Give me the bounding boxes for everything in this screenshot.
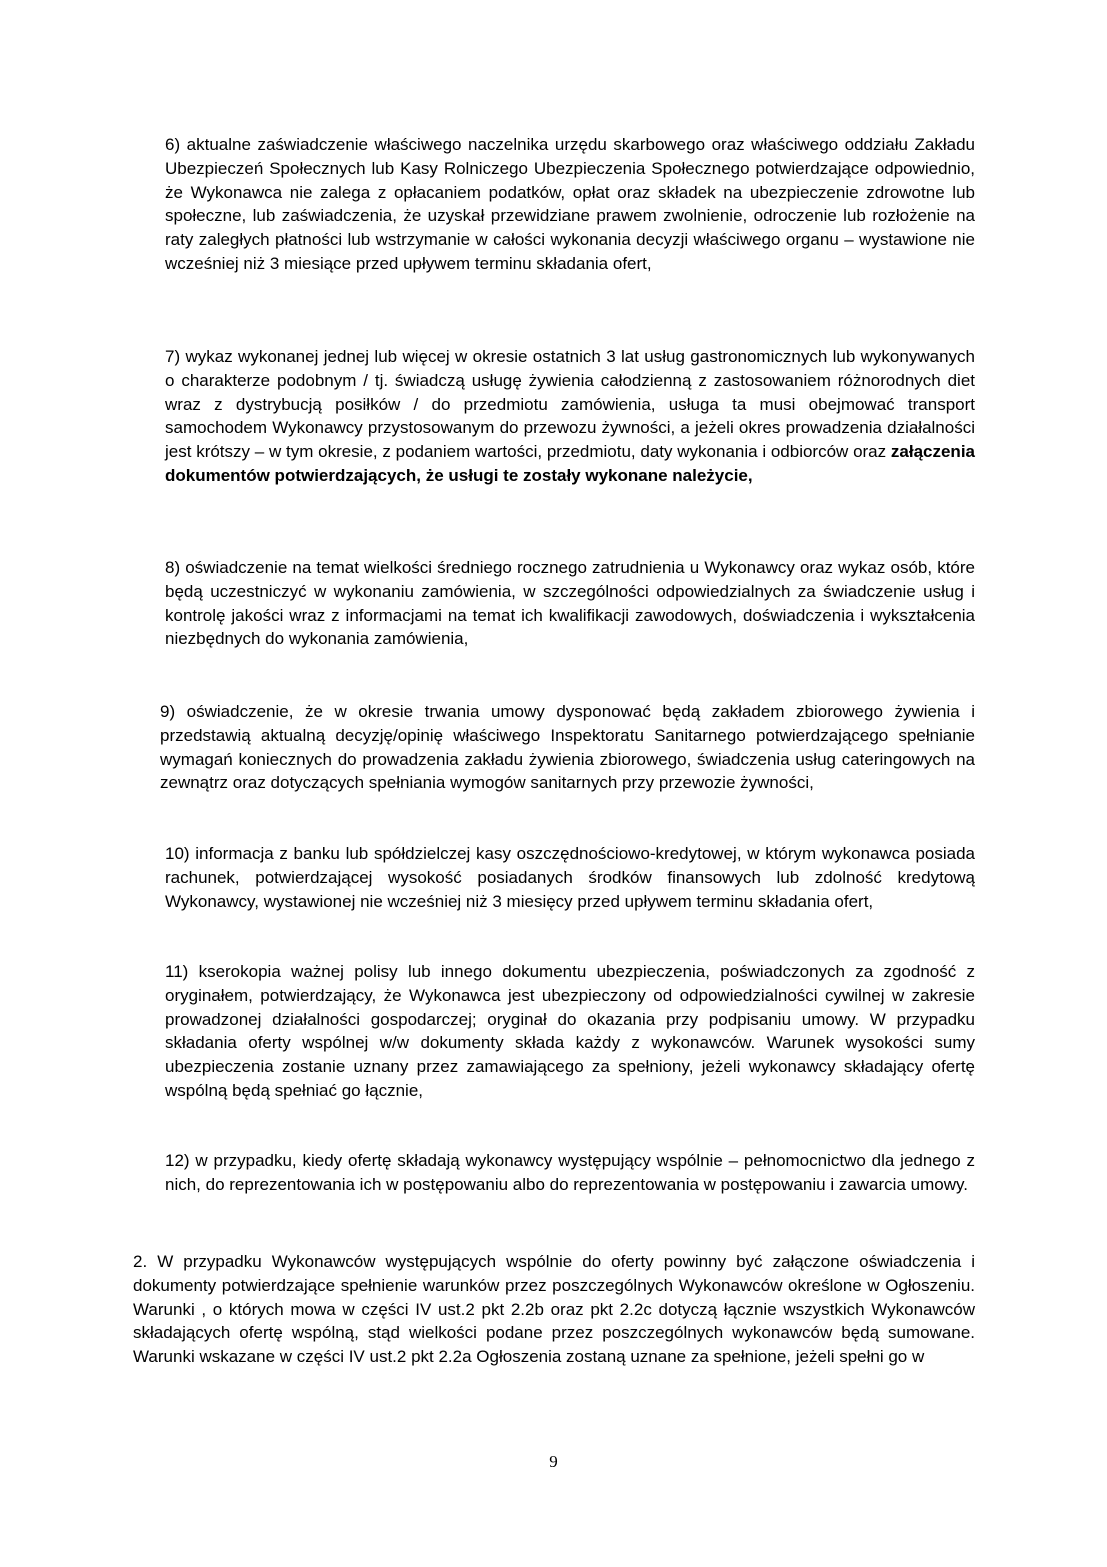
page-number: 9 bbox=[549, 1452, 558, 1471]
list-item-9: 9) oświadczenie, że w okresie trwania umowy dysponować będą zakładem zbiorowego żywienia i przedstawią aktualną decyzję/opinię właściwego Inspektoratu Sanitarnego potwierdzającego spełnianie wymagań koniecznych do prowadzenia zakładu żywienia zbiorowego, świadczenia usług cateringowych na zewnątrz oraz dotyczących spełniania wymogów sanitarnych przy przewozie żywności, bbox=[160, 702, 975, 793]
list-item-10: 10) informacja z banku lub spółdzielczej kasy oszczędnościowo-kredytowej, w którym wykonawca posiada rachunek, potwierdzającej wysokość posiadanych środków finansowych lub zdolność kredytową Wykonawcy, wystawionej nie wcześniej niż 3 miesięcy przed upływem terminu składania ofert, bbox=[165, 844, 975, 911]
list-item-11: 11) kserokopia ważnej polisy lub innego dokumentu ubezpieczenia, poświadczonych za zgodność z oryginałem, potwierdzający, że Wykonawca jest ubezpieczony od odpowiedzialności cywilnej w zakresie prowadzonej działalności gospodarczej; oryginał do okazania przy podpisaniu umowy. W przypadku składania oferty wspólnej w/w dokumenty składa każdy z wykonawców. Warunek wysokości sumy ubezpieczenia zostanie uznany przez zamawiającego za spełniony, jeżeli wykonawcy składający ofertę wspólną będą spełniać go łącznie, bbox=[165, 962, 975, 1100]
list-item-7-bold: załączenia dokumentów potwierdzających, że usługi te zostały wykonane należycie, bbox=[165, 442, 975, 485]
list-item-6: 6) aktualne zaświadczenie właściwego naczelnika urzędu skarbowego oraz właściwego oddziału Zakładu Ubezpieczeń Społecznych lub Kasy Rolniczego Ubezpieczenia Społecznego potwierdzające odpowiednio, że Wykonawca nie zalega z opłacaniem podatków, opłat oraz składek na ubezpieczenie zdrowotne lub społeczne, lub zaświadczenia, że uzyskał przewidziane prawem zwolnienie, odroczenie lub rozłożenie na raty zaległych płatności lub wstrzymanie w całości wykonania decyzji właściwego organu – wystawione nie wcześniej niż 3 miesiące przed upływem terminu składania ofert, bbox=[165, 135, 975, 273]
list-item-7 bbox=[165, 345, 975, 488]
list-item-8: 8) oświadczenie na temat wielkości średniego rocznego zatrudnienia u Wykonawcy oraz wykaz osób, które będą uczestniczyć w wykonaniu zamówienia, w szczególności odpowiedzialnych za świadczenie usług i kontrolę jakości wraz z informacjami na temat ich kwalifikacji zawodowych, doświadczenia i wykształcenia niezbędnych do wykonania zamówienia, bbox=[165, 558, 975, 649]
list-item-12: 12) w przypadku, kiedy ofertę składają wykonawcy występujący wspólnie – pełnomocnictwo dla jednego z nich, do reprezentowania ich w postępowaniu albo do reprezentowania w postępowaniu i zawarcia umowy. bbox=[165, 1151, 975, 1194]
section-2-paragraph: 2. W przypadku Wykonawców występujących wspólnie do oferty powinny być załączone oświadczenia i dokumenty potwierdzające spełnienie warunków przez poszczególnych Wykonawców określone w Ogłoszeniu. Warunki , o których mowa w części IV ust.2 pkt 2.2b oraz pkt 2.2c dotyczą łącznie wszystkich Wykonawców składających ofertę wspólną, stąd wielkości podane przez poszczególnych wykonawców będą sumowane. Warunki wskazane w części IV ust.2 pkt 2.2a Ogłoszenia zostaną uznane za spełnione, jeżeli spełni go w bbox=[133, 1252, 975, 1367]
list-item-7-text: 7) wykaz wykonanej jednej lub więcej w okresie ostatnich 3 lat usług gastronomicznych lub wykonywanych o charakterze podobnym / tj. świadczą usługę żywienia całodzienną z zastosowaniem różnorodnych diet wraz z dystrybucją posiłków / do przedmiotu zamówienia, usługa ta musi obejmować transport samochodem Wykonawcy przystosowanym do przewozu żywności, a jeżeli okres prowadzenia działalności jest krótszy – w tym okresie, z podaniem wartości, przedmiotu, daty wykonania i odbiorców oraz bbox=[165, 347, 975, 462]
